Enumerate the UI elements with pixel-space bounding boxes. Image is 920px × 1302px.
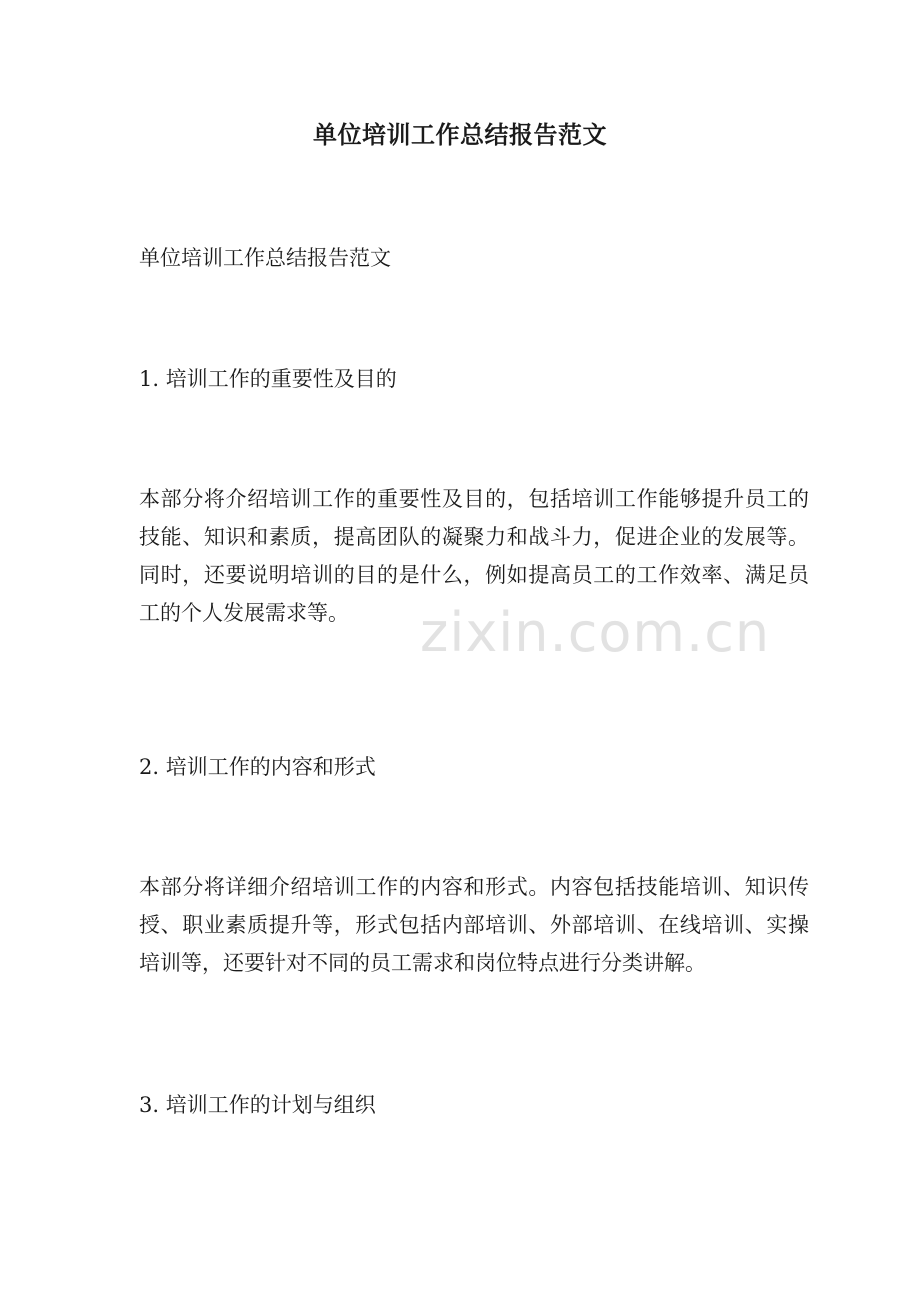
section-3-heading: 3. 培训工作的计划与组织 xyxy=(139,1093,376,1117)
section-1-body: 本部分将介绍培训工作的重要性及目的，包括培训工作能够提升员工的技能、知识和素质，提高团队的凝聚力和战斗力，促进企业的发展等。同时，还要说明培训的目的是什么，例如提高员工的工作效率、满足员工的个人发展需求等。 xyxy=(139,487,809,625)
section-2-body: 本部分将详细介绍培训工作的内容和形式。内容包括技能培训、知识传授、职业素质提升等，形式包括内部培训、外部培训、在线培训、实操培训等，还要针对不同的员工需求和岗位特点进行分类讲解。 xyxy=(139,875,809,975)
document-title: 单位培训工作总结报告范文 xyxy=(313,120,607,149)
section-2-heading: 2. 培训工作的内容和形式 xyxy=(139,755,376,779)
document-subtitle: 单位培训工作总结报告范文 xyxy=(139,246,391,270)
section-1-heading: 1. 培训工作的重要性及目的 xyxy=(139,367,397,391)
watermark: zixin.com.cn xyxy=(420,601,771,664)
